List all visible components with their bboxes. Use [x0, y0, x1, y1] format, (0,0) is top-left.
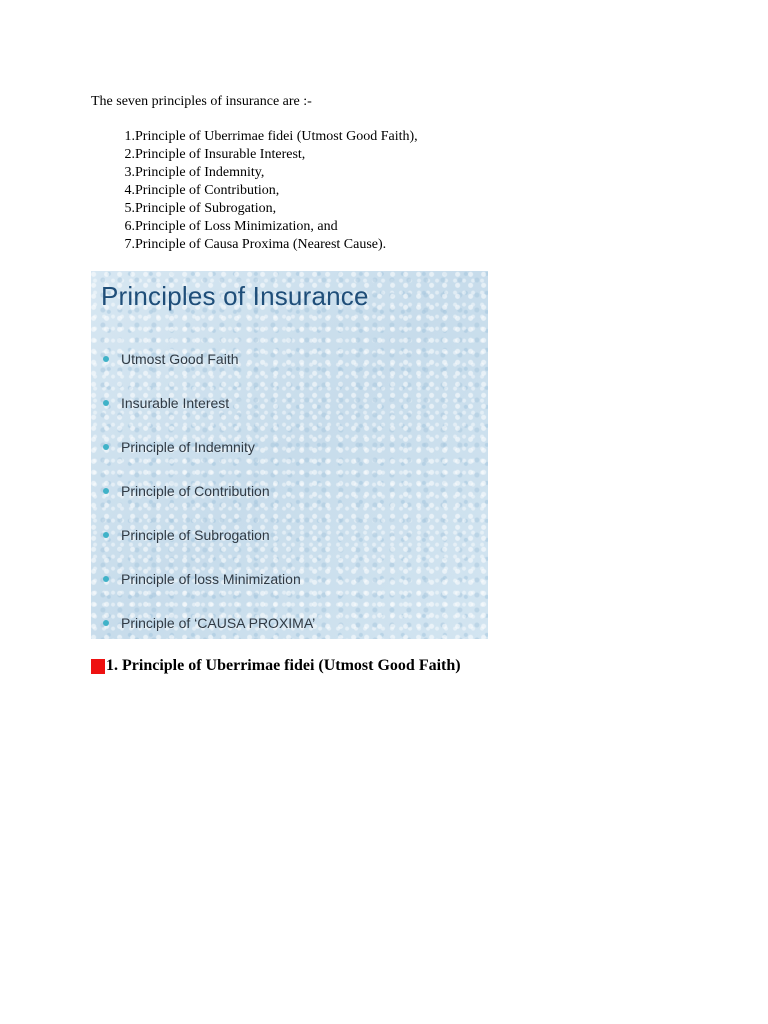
list-item — [91, 236, 418, 254]
list-item-text: Principle of Insurable Interest, — [135, 147, 306, 162]
slide-bullet-text: Utmost Good Faith — [121, 351, 239, 367]
slide-bullet-text: Principle of Contribution — [121, 483, 270, 499]
slide-bullet-item — [103, 601, 315, 645]
list-item — [91, 128, 418, 146]
bullet-icon — [103, 620, 109, 626]
slide-bullet-item — [103, 425, 315, 469]
list-item — [91, 200, 418, 218]
slide-bullet-text: Principle of ‘CAUSA PROXIMA’ — [121, 615, 316, 631]
list-item-number: 6. — [124, 219, 135, 234]
section-heading — [91, 657, 461, 675]
list-item-number: 2. — [124, 147, 135, 162]
list-item — [91, 164, 418, 182]
slide-bullet-text: Principle of Subrogation — [121, 527, 270, 543]
list-item-number: 3. — [124, 165, 135, 180]
list-item-text: Principle of Contribution, — [135, 183, 280, 198]
slide-bullet-item — [103, 513, 315, 557]
list-item — [91, 146, 418, 164]
slide-bullet-item — [103, 557, 315, 601]
bullet-icon — [103, 576, 109, 582]
principles-slide-image — [91, 271, 488, 639]
list-item — [91, 182, 418, 200]
bullet-icon — [103, 444, 109, 450]
bullet-icon — [103, 400, 109, 406]
list-item-number: 1. — [124, 129, 135, 144]
list-item-number: 4. — [124, 183, 135, 198]
bullet-icon — [103, 488, 109, 494]
principles-list — [91, 128, 418, 254]
list-item-text: Principle of Uberrimae fidei (Utmost Good Faith), — [135, 129, 418, 144]
list-item-text: Principle of Causa Proxima (Nearest Cause). — [135, 237, 387, 252]
slide-bullet-text: Principle of Indemnity — [121, 439, 255, 455]
bullet-icon — [103, 532, 109, 538]
bullet-icon — [103, 356, 109, 362]
slide-bullet-item — [103, 381, 315, 425]
slide-bullet-list — [103, 337, 315, 645]
red-square-marker-icon — [91, 659, 105, 674]
list-item-text: Principle of Indemnity, — [135, 165, 265, 180]
slide-title: Principles of Insurance — [101, 281, 369, 311]
section-heading-text: 1. Principle of Uberrimae fidei (Utmost Good Faith) — [106, 657, 461, 674]
slide-bullet-item — [103, 337, 315, 381]
list-item-text: Principle of Subrogation, — [135, 201, 277, 216]
list-item — [91, 218, 418, 236]
list-item-text: Principle of Loss Minimization, and — [135, 219, 338, 234]
list-item-number: 5. — [124, 201, 135, 216]
slide-bullet-text: Insurable Interest — [121, 395, 230, 411]
slide-bullet-text: Principle of loss Minimization — [121, 571, 301, 587]
intro-text: The seven principles of insurance are :- — [91, 94, 312, 109]
list-item-number: 7. — [124, 237, 135, 252]
slide-bullet-item — [103, 469, 315, 513]
